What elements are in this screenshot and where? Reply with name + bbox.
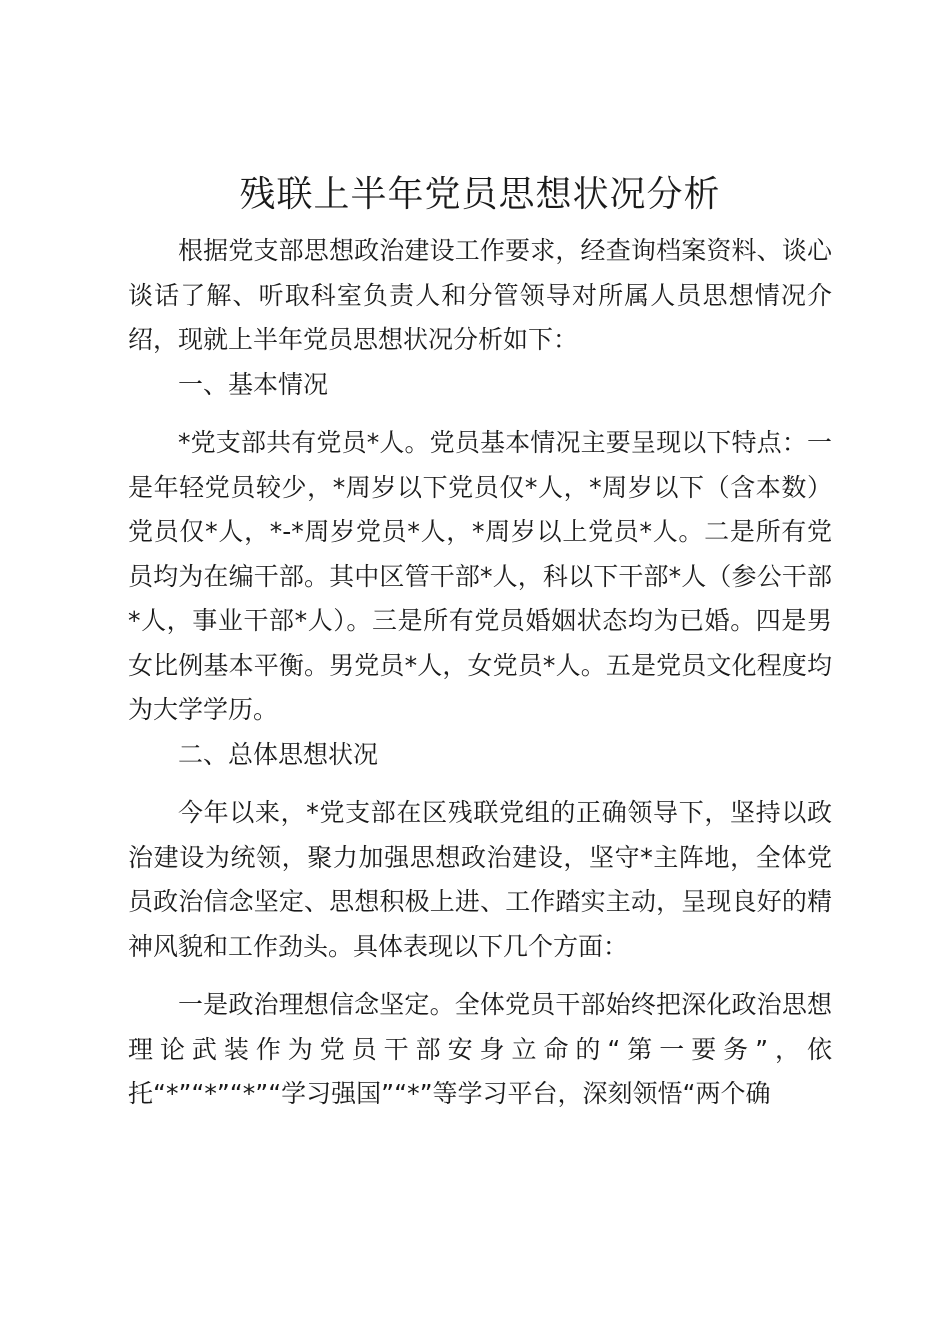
section-heading-basic-info: 一、基本情况 <box>178 369 329 399</box>
section-heading-overall-thinking: 二、总体思想状况 <box>178 739 379 769</box>
political-belief-paragraph: 一是政治理想信念坚定。全体党员干部始终把深化政治思想理论武装作为党员干部安身立命的“第一要务”，依托“*”“*”“*”“学习强国”“*”等学习平台，深刻领悟“两个确 <box>128 990 832 1108</box>
intro-paragraph: 根据党支部思想政治建设工作要求，经查询档案资料、谈心谈话了解、听取科室负责人和分管领导对所属人员思想情况介绍，现就上半年党员思想状况分析如下： <box>128 236 832 354</box>
document-page <box>128 165 832 1117</box>
basic-info-paragraph: *党支部共有党员*人。党员基本情况主要呈现以下特点：一是年轻党员较少，*周岁以下党员仅*人，*周岁以下（含本数）党员仅*人，*-*周岁党员*人，*周岁以上党员*人。二是所有党员均为在编干部。其中区管干部*人，科以下干部*人（参公干部*人，事业干部*人）。三是所有党员婚姻状态均为已婚。四是男女比例基本平衡。男党员*人，女党员*人。五是党员文化程度均为大学学历。 <box>128 428 832 724</box>
document-title: 残联上半年党员思想状况分析 <box>239 174 721 215</box>
overall-thinking-paragraph: 今年以来，*党支部在区残联党组的正确领导下，坚持以政治建设为统领，聚力加强思想政治建设，坚守*主阵地，全体党员政治信念坚定、思想积极上进、工作踏实主动，呈现良好的精神风貌和工作劲头。具体表现以下几个方面： <box>128 798 832 961</box>
